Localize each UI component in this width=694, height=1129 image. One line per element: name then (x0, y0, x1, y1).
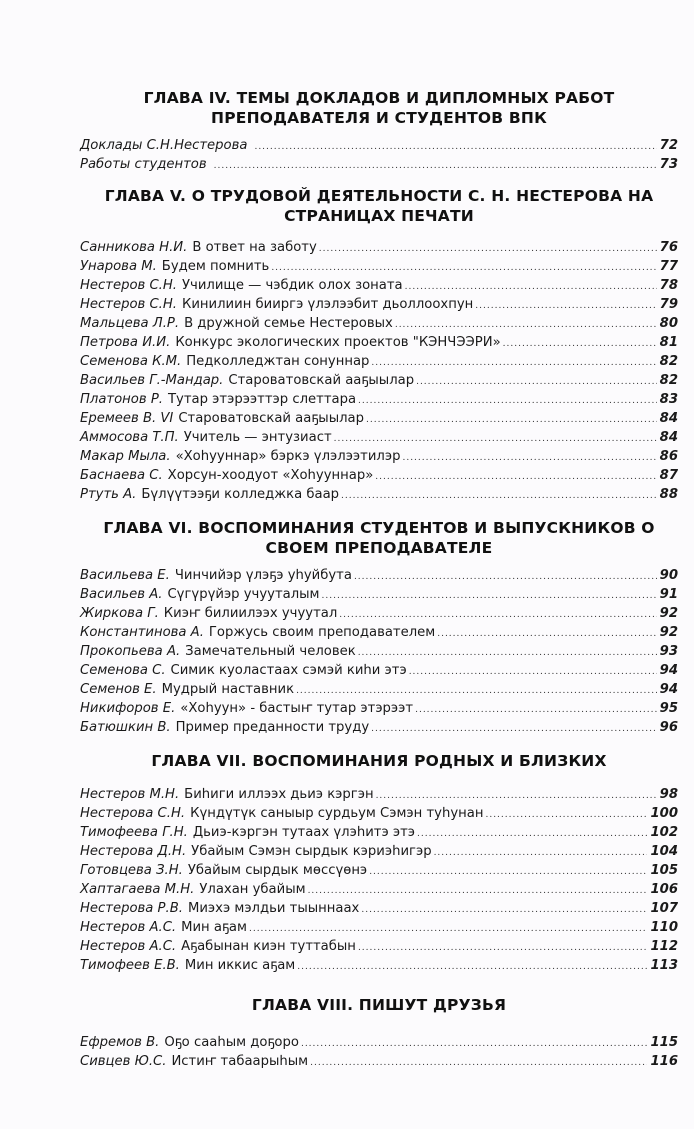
entry-author: Баснаева С. (80, 468, 163, 483)
chapter-title-line: ГЛАВА V. О ТРУДОВОЙ ДЕЯТЕЛЬНОСТИ С. Н. НЕСТЕРОВА НА (104, 187, 654, 205)
entry-author: Петрова И.И. (80, 335, 171, 350)
entry-title: Мудрый наставник (161, 682, 295, 697)
entry-page-number: 102 (650, 825, 678, 840)
toc-entry (80, 428, 678, 447)
dot-leader (485, 806, 647, 825)
entry-author: Никифоров Е. (80, 701, 176, 716)
dot-leader (358, 392, 657, 411)
entry-title: Күндүтүк саныыр сурдьум Сэмэн туһунан (190, 806, 484, 821)
entry-title: Староватовскай ааҕыылар (178, 411, 365, 426)
entry-page-number: 105 (650, 863, 678, 878)
entry-author: Доклады С.Н.Нестерова (80, 138, 248, 153)
entry-title: Симик куоластаах сэмэй киһи этэ (170, 663, 407, 678)
toc-entry (80, 333, 678, 352)
entry-page-number: 88 (659, 487, 678, 502)
entry-page-number: 91 (659, 587, 678, 602)
entry-title: Сүгүрүйэр учууталым (167, 587, 320, 602)
entry-author: Работы студентов (80, 157, 207, 172)
chapter-title (80, 751, 678, 771)
entry-title: Замечательный человек (185, 644, 356, 659)
chapter-title (80, 518, 678, 558)
entry-page-number: 83 (659, 392, 678, 407)
entry-author: Прокопьева А. (80, 644, 181, 659)
entry-title: Училище — чэбдик олох зоната (182, 278, 403, 293)
entry-page-number: 96 (659, 720, 678, 735)
entry-title: Учитель — энтузиаст (183, 430, 332, 445)
entry-author: Тимофеева Г.Н. (80, 825, 188, 840)
entry-page-number: 94 (659, 663, 678, 678)
entry-page-number: 104 (650, 844, 678, 859)
chapter-4 (80, 88, 678, 174)
entry-page-number: 94 (659, 682, 678, 697)
toc-entry (80, 861, 678, 880)
entry-page-number: 80 (659, 316, 678, 331)
toc-entry (80, 314, 678, 333)
toc-entry (80, 899, 678, 918)
entry-title: Будем помнить (161, 259, 270, 274)
entry-title: Оҕо сааһым доҕоро (164, 1035, 299, 1050)
dot-leader (361, 901, 647, 920)
toc-entry (80, 623, 678, 642)
dot-leader (354, 568, 657, 587)
entry-title: Староватовскай ааҕыылар (228, 373, 415, 388)
chapter-title-line: ГЛАВА VII. ВОСПОМИНАНИЯ РОДНЫХ И БЛИЗКИХ (151, 752, 607, 770)
entry-page-number: 82 (659, 373, 678, 388)
entry-title: Улахан убайым (199, 882, 306, 897)
entry-author: Платонов Р. (80, 392, 163, 407)
toc-entry (80, 937, 678, 956)
entry-page-number: 100 (650, 806, 678, 821)
toc-entry (80, 409, 678, 428)
chapter-title-line: ГЛАВА VI. ВОСПОМИНАНИЯ СТУДЕНТОВ И ВЫПУСКНИКОВ О (103, 519, 655, 537)
toc-entry (80, 352, 678, 371)
entry-page-number: 78 (659, 278, 678, 293)
entry-title: Кинилиин бииргэ үлэлээбит дьоллоохпун (182, 297, 474, 312)
entry-title: Мин аҕам (181, 920, 247, 935)
entry-author: Нестеров А.С. (80, 920, 177, 935)
entry-page-number: 86 (659, 449, 678, 464)
dot-leader (322, 587, 657, 606)
entry-page-number: 79 (659, 297, 678, 312)
dot-leader (319, 240, 657, 259)
entry-page-number: 116 (650, 1054, 678, 1069)
toc-entry (80, 1052, 678, 1071)
entry-page-number: 92 (659, 606, 678, 621)
entry-author: Санникова Н.И. (80, 240, 188, 255)
entry-page-number: 113 (650, 958, 678, 973)
entry-page-number: 82 (659, 354, 678, 369)
entry-author: Нестерова Р.В. (80, 901, 183, 916)
entry-title: Миэхэ мэлдьи тыыннаах (187, 901, 360, 916)
entry-page-number: 98 (659, 787, 678, 802)
dot-leader (369, 863, 647, 882)
entry-author: Батюшкин В. (80, 720, 171, 735)
dot-leader (402, 449, 656, 468)
entry-author: Нестеров М.Н. (80, 787, 180, 802)
chapter-title (80, 995, 678, 1015)
entry-title: «Хоһууннар» бэркэ үлэлээтилэр (175, 449, 401, 464)
chapter-title-line: СВОЕМ ПРЕПОДАВАТЕЛЕ (265, 539, 493, 557)
entry-author: Нестеров С.Н. (80, 297, 177, 312)
toc-entry (80, 661, 678, 680)
entry-author: Жиркова Г. (80, 606, 159, 621)
entry-author: Нестеров С.Н. (80, 278, 177, 293)
entry-author: Семенова С. (80, 663, 166, 678)
entry-author: Семенов Е. (80, 682, 157, 697)
chapter-title-line: ГЛАВА IV. ТЕМЫ ДОКЛАДОВ И ДИПЛОМНЫХ РАБОТ (143, 89, 615, 107)
entry-page-number: 73 (659, 157, 678, 172)
toc-entry (80, 585, 678, 604)
entry-title: Тутар этэрээттэр слеттара (167, 392, 357, 407)
entry-title: Горжусь своим преподавателем (208, 625, 436, 640)
toc-entry (80, 880, 678, 899)
entry-list (80, 566, 678, 737)
entry-page-number: 115 (650, 1035, 678, 1050)
dot-leader (375, 468, 656, 487)
dot-leader (437, 625, 656, 644)
entry-title: Биһиги иллээх дьиэ кэргэн (184, 787, 374, 802)
dot-leader (254, 138, 656, 157)
dot-leader (310, 1054, 647, 1073)
entry-page-number: 92 (659, 625, 678, 640)
toc-entry (80, 466, 678, 485)
entry-author: Нестерова Д.Н. (80, 844, 187, 859)
toc-entry (80, 956, 678, 975)
entry-title: Киэҥ билиилээх учуутал (163, 606, 338, 621)
chapter-6 (80, 518, 678, 737)
dot-leader (358, 939, 648, 958)
toc-entry (80, 718, 678, 737)
toc-entry (80, 642, 678, 661)
dot-leader (503, 335, 657, 354)
entry-title: В дружной семье Нестеровых (184, 316, 393, 331)
entry-list (80, 1033, 678, 1071)
entry-title: Педколледжтан сонуннар (186, 354, 370, 369)
toc-entry (80, 823, 678, 842)
entry-page-number: 93 (659, 644, 678, 659)
entry-page-number: 106 (650, 882, 678, 897)
chapter-title (80, 88, 678, 128)
dot-leader (409, 663, 657, 682)
dot-leader (341, 487, 657, 506)
toc-entry (80, 238, 678, 257)
toc-entry (80, 785, 678, 804)
dot-leader (417, 825, 647, 844)
entry-title: «Хоһуун» - бастыҥ тутар этэрээт (180, 701, 414, 716)
entry-author: Сивцев Ю.С. (80, 1054, 167, 1069)
dot-leader (297, 958, 647, 977)
toc-entry (80, 566, 678, 585)
entry-author: Макар Мыла. (80, 449, 171, 464)
toc-entry (80, 276, 678, 295)
dot-leader (366, 411, 657, 430)
entry-page-number: 81 (659, 335, 678, 350)
entry-title: Аҕабынан киэн туттабын (181, 939, 356, 954)
entry-author: Константинова А. (80, 625, 204, 640)
toc-entry (80, 918, 678, 937)
dot-leader (415, 701, 657, 720)
toc-entry (80, 257, 678, 276)
entry-title: Убайым сырдык мөссүөнэ (187, 863, 368, 878)
dot-leader (301, 1035, 648, 1054)
entry-list (80, 238, 678, 504)
chapter-title-line: СТРАНИЦАХ ПЕЧАТИ (284, 207, 474, 225)
entry-page-number: 84 (659, 411, 678, 426)
entry-author: Унарова М. (80, 259, 157, 274)
entry-author: Васильев Г.-Мандар. (80, 373, 224, 388)
entry-author: Семенова К.М. (80, 354, 182, 369)
dot-leader (416, 373, 657, 392)
entry-title: Истиҥ табаарыһым (171, 1054, 309, 1069)
entry-author: Хаптагаева М.Н. (80, 882, 195, 897)
toc-entry (80, 371, 678, 390)
toc-entry (80, 680, 678, 699)
entry-page-number: 87 (659, 468, 678, 483)
entry-page-number: 95 (659, 701, 678, 716)
entry-author: Ефремов В. (80, 1035, 160, 1050)
toc-entry (80, 1033, 678, 1052)
entry-title: В ответ на заботу (192, 240, 317, 255)
entry-page-number: 72 (659, 138, 678, 153)
chapter-7 (80, 751, 678, 975)
entry-page-number: 107 (650, 901, 678, 916)
toc-entry (80, 136, 678, 155)
table-of-contents (80, 88, 678, 1071)
chapter-5 (80, 186, 678, 504)
entry-title: Мин иккис аҕам (184, 958, 296, 973)
toc-entry (80, 295, 678, 314)
chapter-title (80, 186, 678, 226)
entry-title: Конкурс экологических проектов "КЭНЧЭЭРИ» (175, 335, 501, 350)
chapter-title-line: ГЛАВА VIII. ПИШУТ ДРУЗЬЯ (251, 996, 507, 1014)
entry-author: Еремеев В. VI (80, 411, 174, 426)
chapter-title-line: ПРЕПОДАВАТЕЛЯ И СТУДЕНТОВ ВПК (211, 109, 547, 127)
dot-leader (371, 720, 656, 739)
entry-page-number: 77 (659, 259, 678, 274)
entry-page-number: 112 (650, 939, 678, 954)
entry-title: Бүлүүтээҕи колледжка баар (141, 487, 340, 502)
entry-title: Хорсун-хоодуот «Хоһууннар» (167, 468, 374, 483)
toc-entry (80, 485, 678, 504)
entry-author: Тимофеев Е.В. (80, 958, 180, 973)
toc-entry (80, 447, 678, 466)
entry-author: Готовцева З.Н. (80, 863, 183, 878)
chapter-8 (80, 995, 678, 1071)
dot-leader (434, 844, 648, 863)
dot-leader (371, 354, 656, 373)
dot-leader (214, 157, 657, 176)
entry-page-number: 76 (659, 240, 678, 255)
dot-leader (475, 297, 656, 316)
toc-entry (80, 155, 678, 174)
toc-entry (80, 842, 678, 861)
entry-list (80, 785, 678, 975)
entry-title: Чинчийэр үлэҕэ уһуйбута (174, 568, 352, 583)
toc-entry (80, 390, 678, 409)
toc-entry (80, 804, 678, 823)
entry-page-number: 110 (650, 920, 678, 935)
entry-page-number: 90 (659, 568, 678, 583)
entry-list (80, 136, 678, 174)
entry-author: Ртуть А. (80, 487, 137, 502)
entry-author: Васильева Е. (80, 568, 170, 583)
entry-title: Убайым Сэмэн сырдык кэриэһигэр (191, 844, 432, 859)
entry-author: Аммосова Т.П. (80, 430, 179, 445)
entry-title: Пример преданности труду (175, 720, 370, 735)
entry-title: Дьиэ-кэргэн тутаах үлэһитэ этэ (192, 825, 416, 840)
entry-author: Васильев А. (80, 587, 163, 602)
toc-entry (80, 604, 678, 623)
entry-author: Нестерова С.Н. (80, 806, 186, 821)
entry-author: Мальцева Л.Р. (80, 316, 180, 331)
entry-page-number: 84 (659, 430, 678, 445)
toc-entry (80, 699, 678, 718)
entry-author: Нестеров А.С. (80, 939, 177, 954)
